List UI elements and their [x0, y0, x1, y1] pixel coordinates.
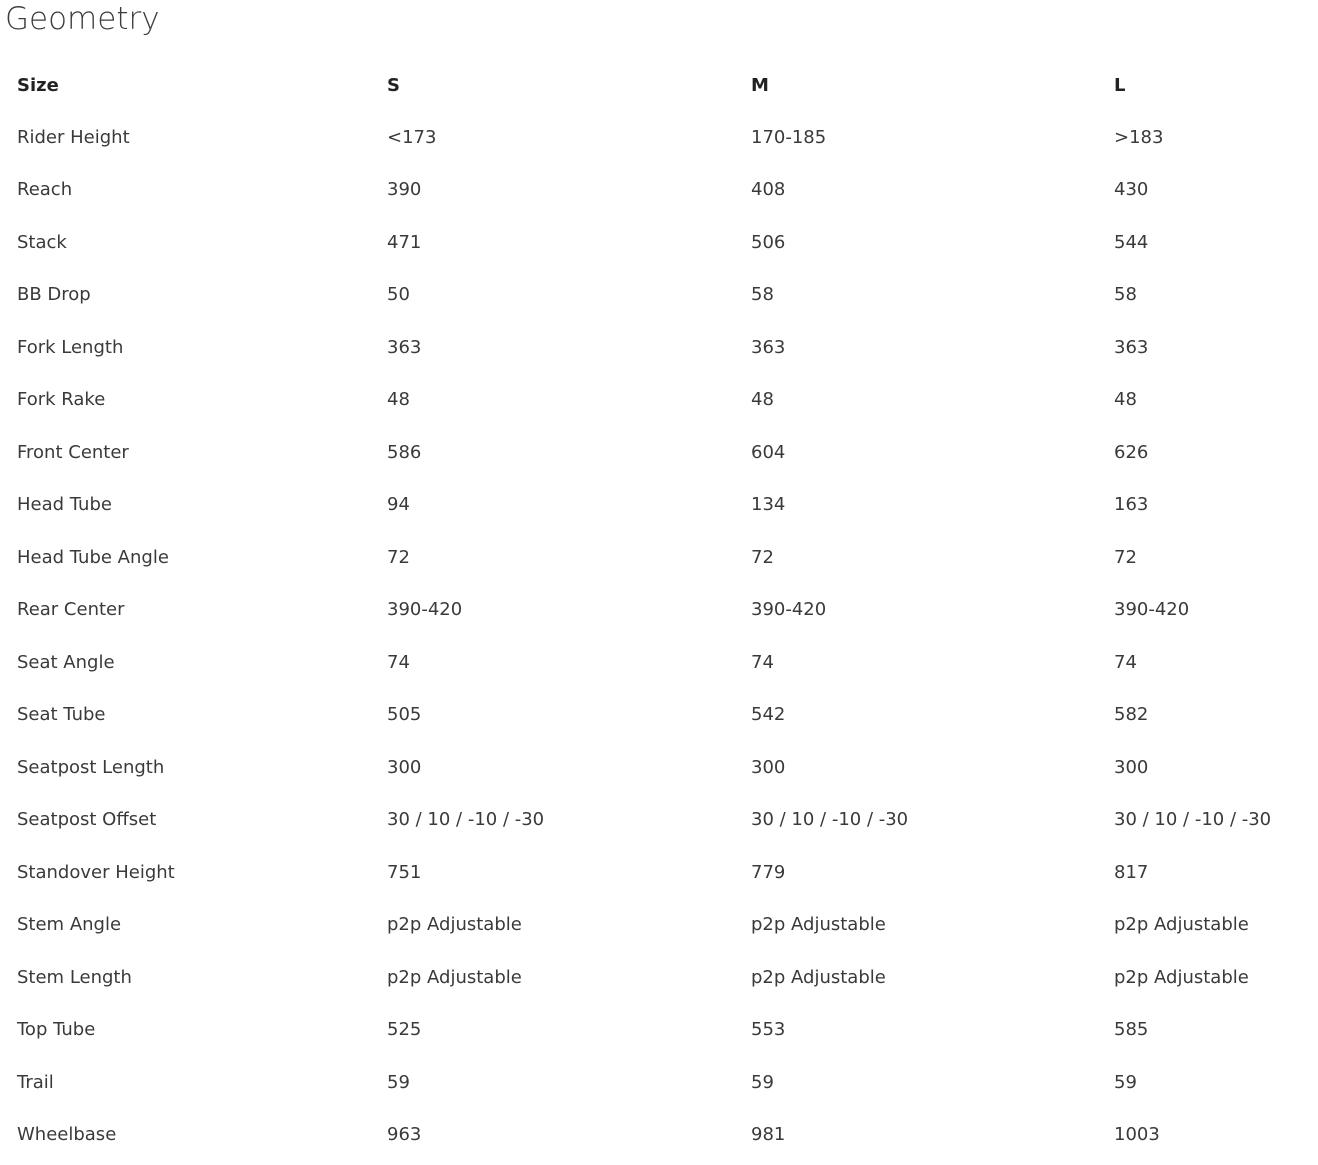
row-label: Seatpost Length: [17, 756, 165, 778]
table-body: [0, 111, 1318, 1161]
cell-size-m: 408: [751, 179, 786, 201]
row-label: Seat Tube: [17, 704, 106, 726]
column-header-size: Size: [17, 74, 59, 96]
row-label: Standover Height: [17, 861, 175, 883]
column-header-m: M: [751, 74, 769, 96]
row-label: Reach: [17, 179, 73, 201]
table-row: [0, 269, 1318, 322]
table-row: [0, 846, 1318, 899]
cell-size-m: 300: [751, 756, 786, 778]
table-row: [0, 164, 1318, 217]
cell-size-s: 72: [387, 546, 410, 568]
table-row: [0, 899, 1318, 952]
column-header-l: L: [1114, 74, 1126, 96]
cell-size-l: 626: [1114, 441, 1149, 463]
row-label: Seatpost Offset: [17, 809, 157, 831]
row-label: Rider Height: [17, 126, 130, 148]
row-label: Top Tube: [17, 1019, 96, 1041]
row-label: BB Drop: [17, 284, 91, 306]
table-row: [0, 1109, 1318, 1162]
page-title: Geometry: [5, 1, 160, 37]
cell-size-s: 390-420: [387, 599, 463, 621]
cell-size-l: 817: [1114, 861, 1149, 883]
cell-size-l: 390-420: [1114, 599, 1190, 621]
cell-size-l: 363: [1114, 336, 1149, 358]
cell-size-m: 58: [751, 284, 774, 306]
cell-size-m: p2p Adjustable: [751, 914, 886, 936]
cell-size-s: 963: [387, 1124, 422, 1146]
cell-size-l: 1003: [1114, 1124, 1160, 1146]
cell-size-l: 30 / 10 / -10 / -30: [1114, 809, 1272, 831]
cell-size-s: 300: [387, 756, 422, 778]
table-row: [0, 951, 1318, 1004]
cell-size-s: 751: [387, 861, 422, 883]
cell-size-m: 390-420: [751, 599, 827, 621]
cell-size-s: 74: [387, 651, 410, 673]
table-row: [0, 321, 1318, 374]
cell-size-l: 48: [1114, 389, 1137, 411]
table-row: [0, 531, 1318, 584]
table-row: [0, 1056, 1318, 1109]
cell-size-l: p2p Adjustable: [1114, 966, 1249, 988]
cell-size-m: 553: [751, 1019, 786, 1041]
row-label: Head Tube: [17, 494, 112, 516]
cell-size-s: <173: [387, 126, 437, 148]
table-row: [0, 426, 1318, 479]
table-header: [0, 59, 1318, 111]
table-row: [0, 794, 1318, 847]
cell-size-s: 50: [387, 284, 410, 306]
cell-size-m: 170-185: [751, 126, 827, 148]
row-label: Seat Angle: [17, 651, 115, 673]
cell-size-s: 586: [387, 441, 422, 463]
cell-size-s: 48: [387, 389, 410, 411]
cell-size-m: 981: [751, 1124, 786, 1146]
table-row: [0, 479, 1318, 532]
cell-size-l: >183: [1114, 126, 1164, 148]
cell-size-m: 72: [751, 546, 774, 568]
row-label: Head Tube Angle: [17, 546, 169, 568]
cell-size-l: p2p Adjustable: [1114, 914, 1249, 936]
cell-size-s: p2p Adjustable: [387, 966, 522, 988]
table-row: [0, 689, 1318, 742]
cell-size-m: 59: [751, 1071, 774, 1093]
cell-size-l: 59: [1114, 1071, 1137, 1093]
cell-size-l: 58: [1114, 284, 1137, 306]
table-row: [0, 584, 1318, 637]
cell-size-s: 94: [387, 494, 410, 516]
cell-size-l: 72: [1114, 546, 1137, 568]
cell-size-s: 363: [387, 336, 422, 358]
cell-size-m: 604: [751, 441, 786, 463]
cell-size-m: 30 / 10 / -10 / -30: [751, 809, 909, 831]
cell-size-m: 134: [751, 494, 786, 516]
table-row: [0, 1004, 1318, 1057]
cell-size-s: 505: [387, 704, 422, 726]
cell-size-s: 471: [387, 231, 422, 253]
row-label: Fork Length: [17, 336, 124, 358]
geometry-table: [0, 59, 1318, 1161]
cell-size-m: 48: [751, 389, 774, 411]
row-label: Rear Center: [17, 599, 125, 621]
cell-size-l: 585: [1114, 1019, 1149, 1041]
table-row: [0, 216, 1318, 269]
cell-size-l: 544: [1114, 231, 1149, 253]
cell-size-m: 542: [751, 704, 786, 726]
row-label: Fork Rake: [17, 389, 106, 411]
cell-size-l: 582: [1114, 704, 1149, 726]
table-row: [0, 111, 1318, 164]
row-label: Wheelbase: [17, 1124, 117, 1146]
table-row: [0, 741, 1318, 794]
table-row: [0, 636, 1318, 689]
row-label: Stem Angle: [17, 914, 122, 936]
cell-size-l: 430: [1114, 179, 1149, 201]
column-header-s: S: [387, 74, 400, 96]
row-label: Stem Length: [17, 966, 132, 988]
cell-size-s: 30 / 10 / -10 / -30: [387, 809, 545, 831]
row-label: Trail: [17, 1071, 54, 1093]
cell-size-l: 163: [1114, 494, 1149, 516]
cell-size-s: p2p Adjustable: [387, 914, 522, 936]
cell-size-s: 525: [387, 1019, 422, 1041]
cell-size-m: 363: [751, 336, 786, 358]
row-label: Stack: [17, 231, 67, 253]
cell-size-l: 300: [1114, 756, 1149, 778]
cell-size-s: 59: [387, 1071, 410, 1093]
cell-size-s: 390: [387, 179, 422, 201]
cell-size-m: p2p Adjustable: [751, 966, 886, 988]
table-row: [0, 374, 1318, 427]
header-row: [0, 59, 1318, 111]
cell-size-m: 74: [751, 651, 774, 673]
cell-size-m: 506: [751, 231, 786, 253]
row-label: Front Center: [17, 441, 129, 463]
cell-size-m: 779: [751, 861, 786, 883]
cell-size-l: 74: [1114, 651, 1137, 673]
